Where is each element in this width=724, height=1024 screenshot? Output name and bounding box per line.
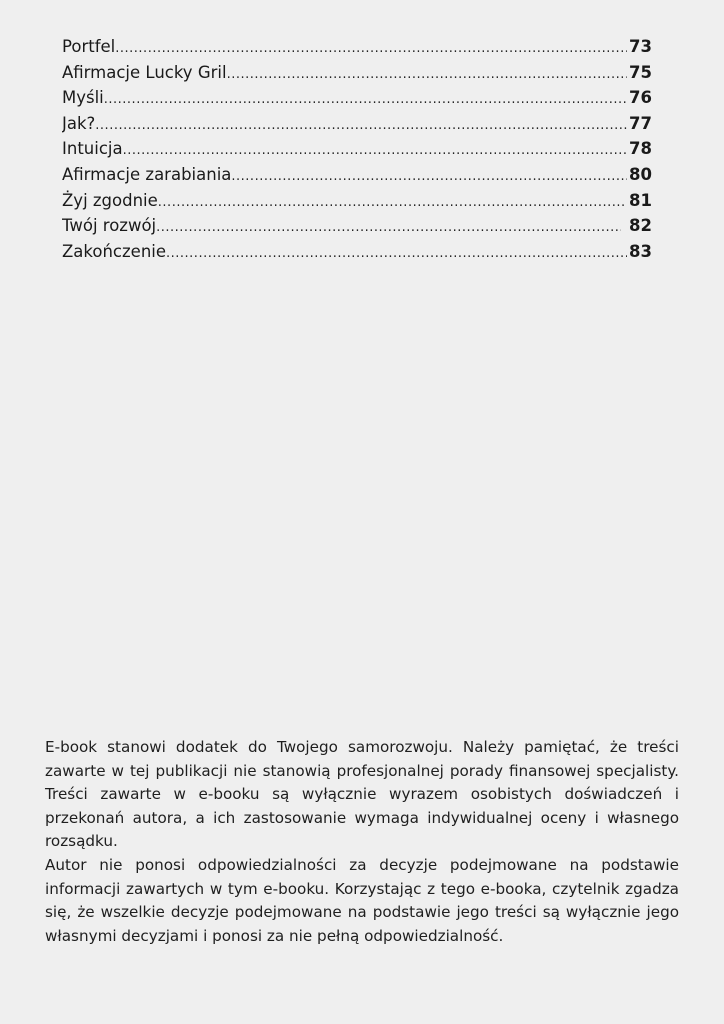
toc-entry-title: Zakończenie: [62, 241, 167, 261]
toc-entry-page: 73: [629, 37, 652, 56]
toc-entry-portfel[interactable]: [62, 34, 652, 60]
toc-entry-jak[interactable]: [62, 111, 652, 137]
toc-entry-twoj-rozwoj[interactable]: [62, 213, 652, 239]
toc-leader-dots: [123, 138, 627, 162]
toc-entry-title: Portfel: [62, 37, 116, 56]
toc-leader-dots: [231, 164, 627, 188]
toc-leader-dots: [227, 62, 627, 86]
toc-entry-page: 78: [629, 139, 652, 159]
toc-leader-dots: [166, 241, 627, 265]
toc-entry-title: Intuicja: [62, 139, 123, 159]
toc-entry-title: Myśli: [62, 88, 104, 108]
toc-leader-dots: [104, 87, 627, 111]
toc-entry-mysli[interactable]: [62, 85, 652, 111]
disclaimer-text: [45, 736, 679, 948]
toc-leader-dots: [95, 113, 627, 137]
toc-leader-dots: [115, 36, 627, 60]
toc-entry-page: 82: [623, 216, 652, 236]
toc-entry-page: 83: [629, 241, 652, 261]
table-of-contents: [62, 34, 652, 264]
toc-entry-title: Żyj zgodnie: [62, 190, 158, 210]
toc-entry-title: Jak?: [62, 113, 96, 133]
toc-entry-zakonczenie[interactable]: [62, 239, 652, 265]
toc-entry-afirmacje-lucky-gril[interactable]: [62, 60, 652, 86]
toc-entry-page: 77: [629, 113, 652, 133]
disclaimer-paragraph-1: E-book stanowi dodatek do Twojego samorozwoju. Należy pamiętać, że treści zawarte w tej publikacji nie stanowią profesjonalnej porady finansowej specjalisty. Treści zawarte w e-booku są wyłącznie wyrazem osobistych doświadczeń i przekonań autora, a ich zastosowanie wymaga indywidualnej oceny i własnego rozsądku.: [45, 738, 679, 851]
toc-entry-title: Twój rozwój: [62, 216, 157, 236]
toc-entry-page: 81: [629, 190, 652, 210]
toc-entry-title: Afirmacje zarabiania: [62, 164, 232, 184]
toc-entry-page: 76: [629, 88, 652, 108]
toc-entry-zyj-zgodnie[interactable]: [62, 188, 652, 214]
toc-entry-afirmacje-zarabiania[interactable]: [62, 162, 652, 188]
toc-entry-page: 80: [629, 164, 652, 184]
toc-leader-dots: [158, 190, 627, 214]
toc-entry-title: Afirmacje Lucky Gril: [62, 62, 227, 82]
toc-entry-intuicja[interactable]: [62, 136, 652, 162]
disclaimer-paragraph-2: Autor nie ponosi odpowiedzialności za decyzje podejmowane na podstawie informacji zawartych w tym e-booku. Korzystając z tego e-booka, czytelnik zgadza się, że wszelkie decyzje podejmowane na podstawie jego treści są wyłącznie jego własnymi decyzjami i ponosi za nie pełną odpowiedzialność.: [45, 855, 679, 945]
toc-leader-dots: [156, 215, 621, 239]
toc-entry-page: 75: [629, 62, 652, 82]
